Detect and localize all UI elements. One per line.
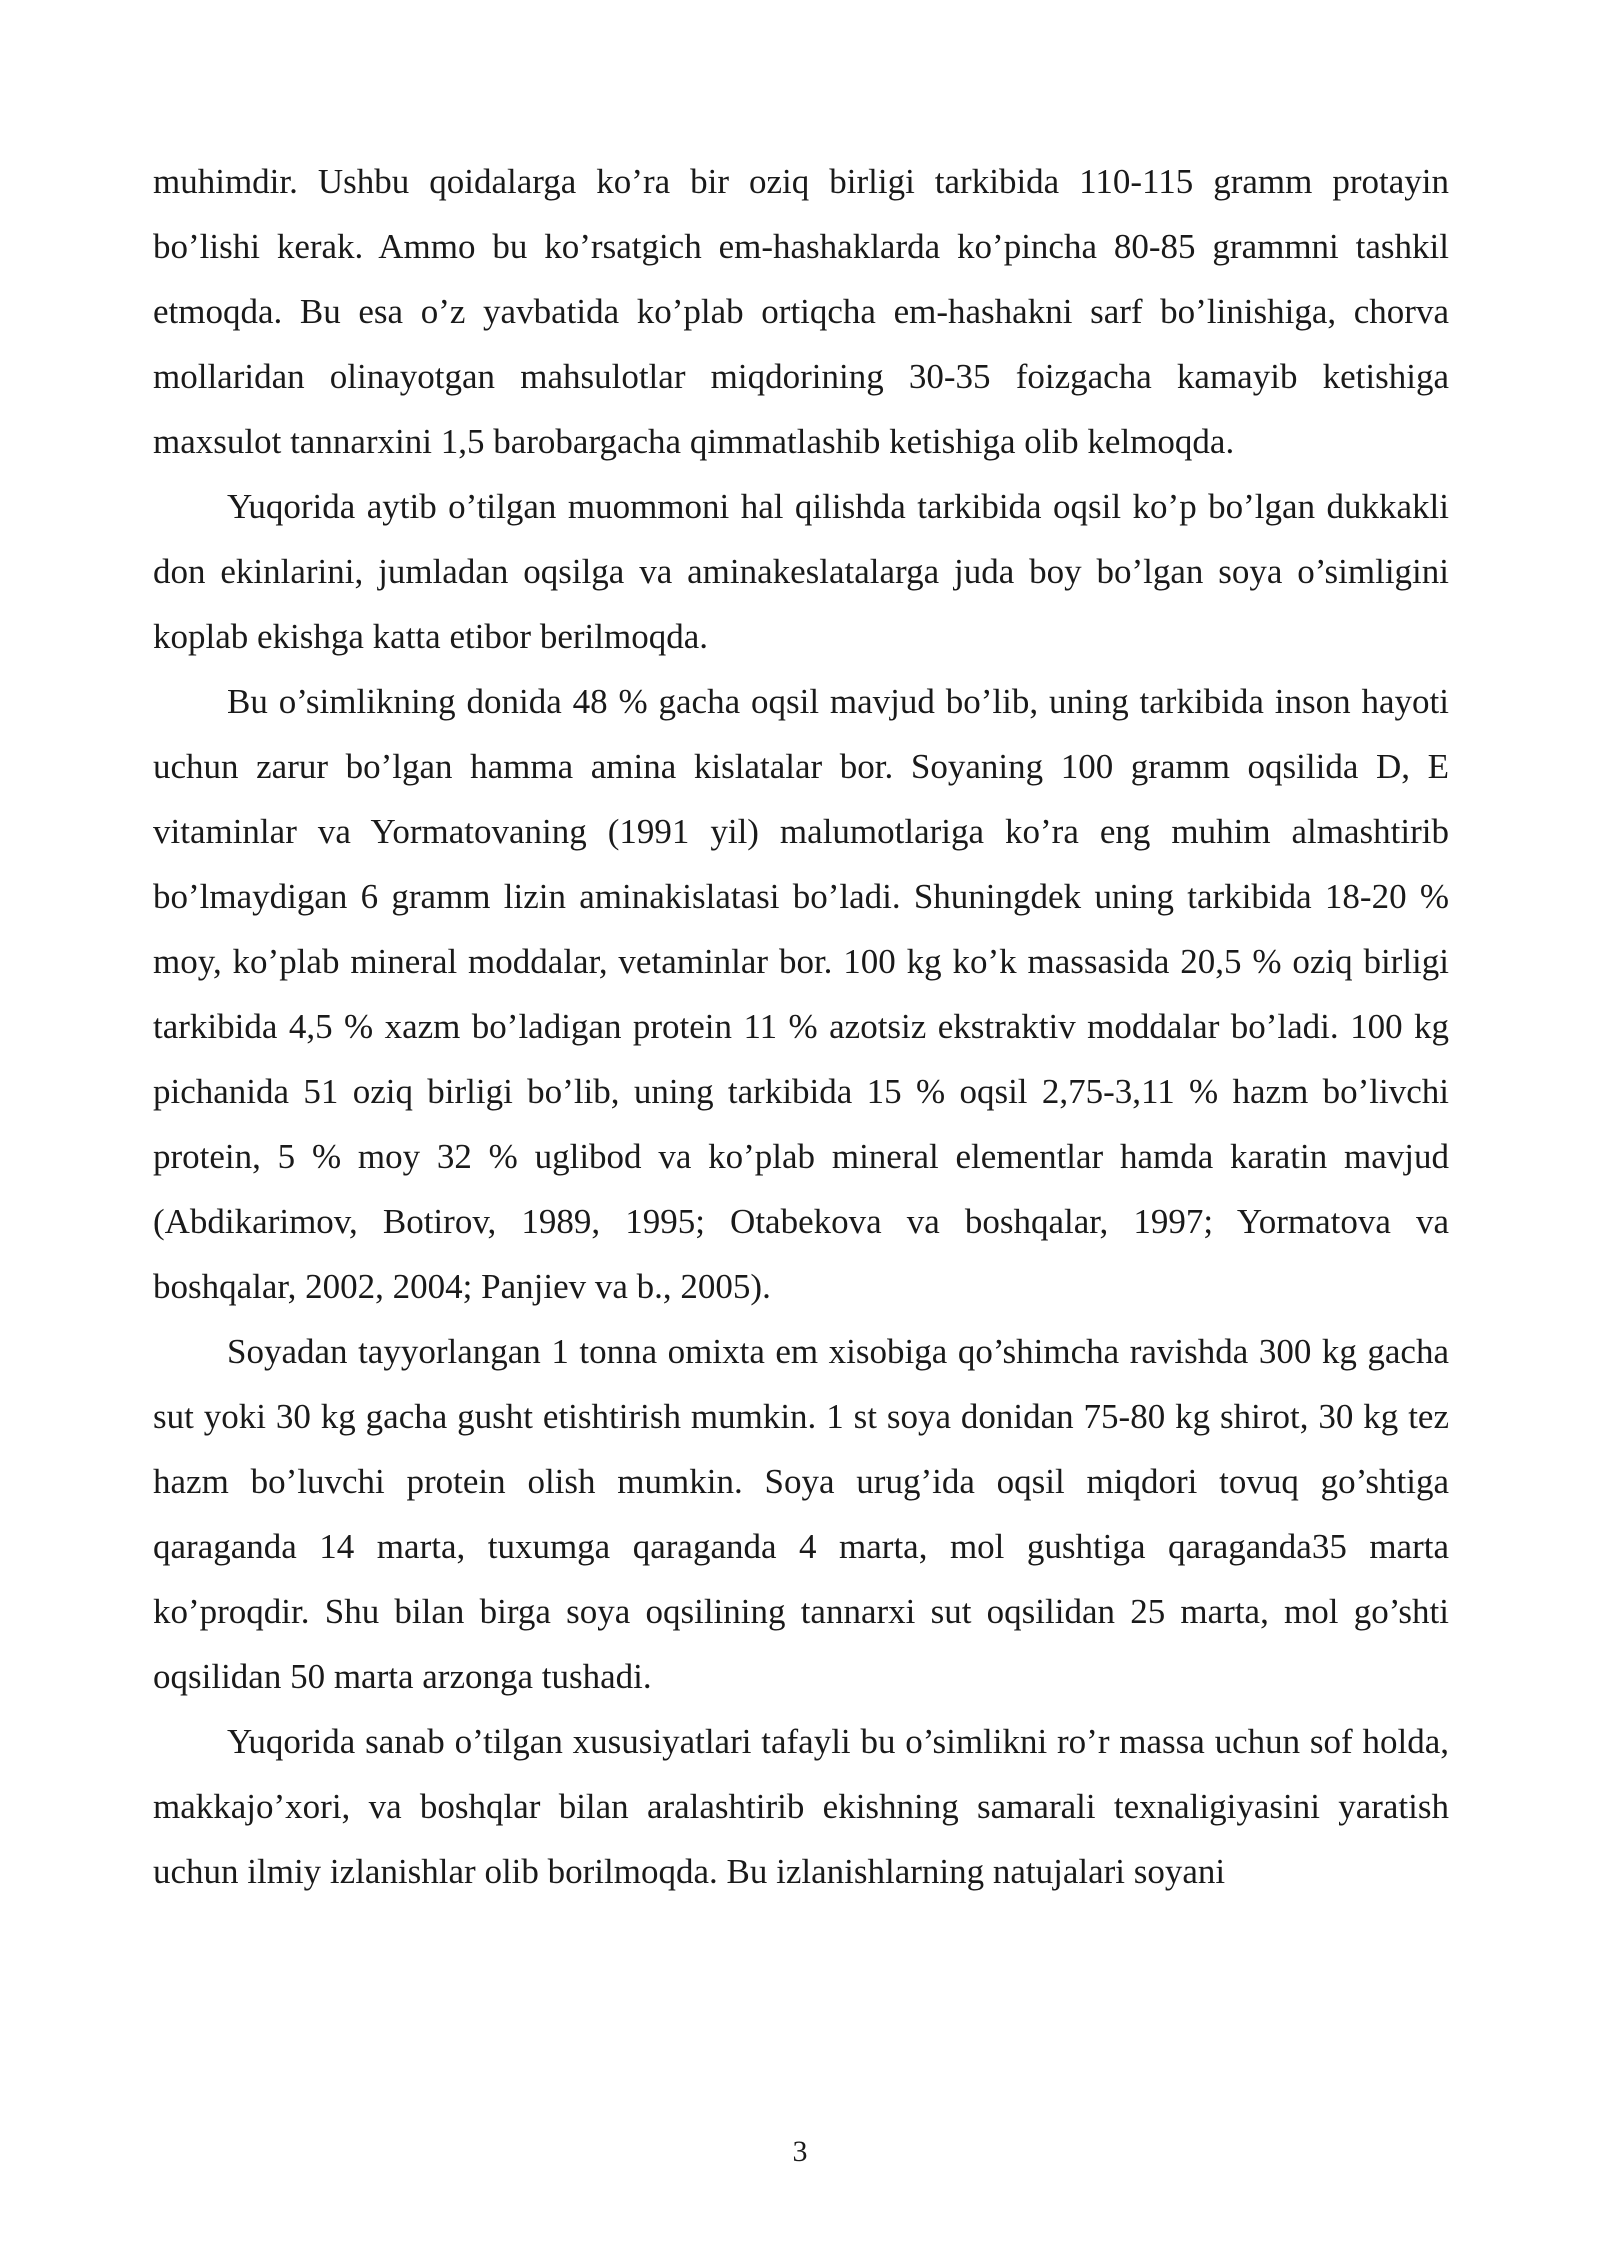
page-number: 3 bbox=[792, 2135, 808, 2168]
paragraph-5: Yuqorida sanab o’tilgan xususiyatlari tafayli bu o’simlikni ro’r massa uchun sof holda, makkajo’xori, va boshqlar bilan aralashtirib ekishning samarali texnaligiyasini yaratish uchun ilmiy izlanishlar olib borilmoqda. Bu izlanishlarning natujalari soyani bbox=[153, 1722, 1449, 1891]
body-text bbox=[153, 149, 1449, 1904]
paragraph-3: Bu o’simlikning donida 48 % gacha oqsil mavjud bo’lib, uning tarkibida inson hayoti uchun zarur bo’lgan hamma amina kislatalar bor. Soyaning 100 gramm oqsilida D, E vitaminlar va Yormatovaning (1991 yil) malumotlariga ko’ra eng muhim almashtirib bo’lmaydigan 6 gramm lizin aminakislatasi bo’ladi. Shuningdek uning tarkibida 18-20 % moy, ko’plab mineral moddalar, vetaminlar bor. 100 kg ko’k massasida 20,5 % oziq birligi tarkibida 4,5 % xazm bo’ladigan protein 11 % azotsiz ekstraktiv moddalar bo’ladi. 100 kg pichanida 51 oziq birligi bo’lib, uning tarkibida 15 % oqsil 2,75-3,11 % hazm bo’livchi protein, 5 % moy 32 % uglibod va ko’plab mineral elementlar hamda karatin mavjud (Abdikarimov, Botirov, 1989, 1995; Otabekova va boshqalar, 1997; Yormatova va boshqalar, 2002, 2004; Panjiev va b., 2005). bbox=[153, 682, 1449, 1306]
paragraph-2: Yuqorida aytib o’tilgan muommoni hal qilishda tarkibida oqsil ko’p bo’lgan dukkakli don ekinlarini, jumladan oqsilga va aminakeslatalarga juda boy bo’lgan soya o’simligini koplab ekishga katta etibor berilmoqda. bbox=[153, 487, 1449, 656]
paragraph-1: muhimdir. Ushbu qoidalarga ko’ra bir oziq birligi tarkibida 110-115 gramm protayin bo’lishi kerak. Ammo bu ko’rsatgich em-hashaklarda ko’pincha 80-85 grammni tashkil etmoqda. Bu esa o’z yavbatida ko’plab ortiqcha em-hashakni sarf bo’linishiga, chorva mollaridan olinayotgan mahsulotlar miqdorining 30-35 foizgacha kamayib ketishiga maxsulot tannarxini 1,5 barobargacha qimmatlashib ketishiga olib kelmoqda. bbox=[153, 162, 1449, 461]
paragraph-4: Soyadan tayyorlangan 1 tonna omixta em xisobiga qo’shimcha ravishda 300 kg gacha sut yoki 30 kg gacha gusht etishtirish mumkin. 1 st soya donidan 75-80 kg shirot, 30 kg tez hazm bo’luvchi protein olish mumkin. Soya urug’ida oqsil miqdori tovuq go’shtiga qaraganda 14 marta, tuxumga qaraganda 4 marta, mol gushtiga qaraganda35 marta ko’proqdir. Shu bilan birga soya oqsilining tannarxi sut oqsilidan 25 marta, mol go’shti oqsilidan 50 marta arzonga tushadi. bbox=[153, 1332, 1449, 1696]
